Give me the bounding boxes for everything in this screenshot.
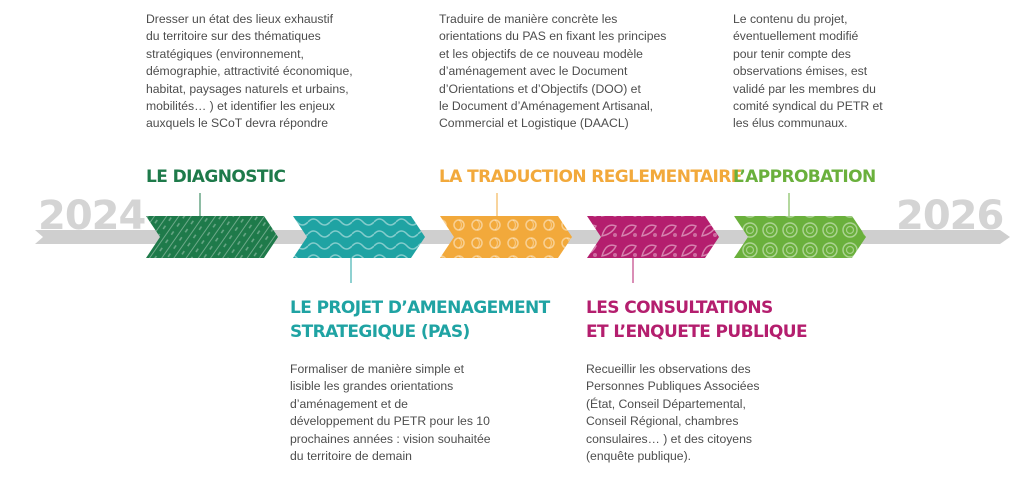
consultations-title: LES CONSULTATIONS ET L’ENQUETE PUBLIQUE [586,298,807,342]
approbation-description: Le contenu du projet, éventuellement modifié pour tenir compte des observations émises, est validé par les membres du comité syndical du PETR et les élus communaux. [733,12,883,131]
traduction-title: LA TRADUCTION REGLEMENTAIRE [439,167,742,187]
diagnostic-description: Dresser un état des lieux exhaustif du territoire sur des thématiques stratégiques (environnement, démographie, attractivité économique, habitat, paysages naturels et urbains, mobilités… ) et identifier les enjeux auxquels le SCoT devra répondre [146,12,353,131]
approbation-title: L’APPROBATION [733,167,876,187]
end-year: 2026 [896,193,1004,239]
pas-description: Formaliser de manière simple et lisible les grandes orientations d’aménagement et de développement du PETR pour les 10 prochaines années : vision souhaitée du territoire de demain [290,362,491,464]
chevron-pattern-approbation [734,216,866,258]
chevron-pattern-traduction [440,216,572,258]
chevron-pattern-pas [293,216,425,258]
start-year: 2024 [38,193,146,239]
pas-title: LE PROJET D’AMENAGEMENT STRATEGIQUE (PAS) [290,298,550,342]
chevron-pattern-consultations [587,216,719,258]
diagnostic-title: LE DIAGNOSTIC [146,167,286,187]
chevron-pattern-diagnostic [146,216,278,258]
consultations-description: Recueillir les observations des Personnes Publiques Associées (État, Conseil Départemental, Conseil Régional, chambres consulaires… ) et des citoyens (enquête publique). [586,362,760,464]
traduction-description: Traduire de manière concrète les orientations du PAS en fixant les principes et les objectifs de ce nouveau modèle d’aménagement avec le Document d’Orientations et d’Objectifs (DOO) et le Document d’Aménagement Artisanal, Commercial et Logistique (DAACL) [439,12,667,131]
